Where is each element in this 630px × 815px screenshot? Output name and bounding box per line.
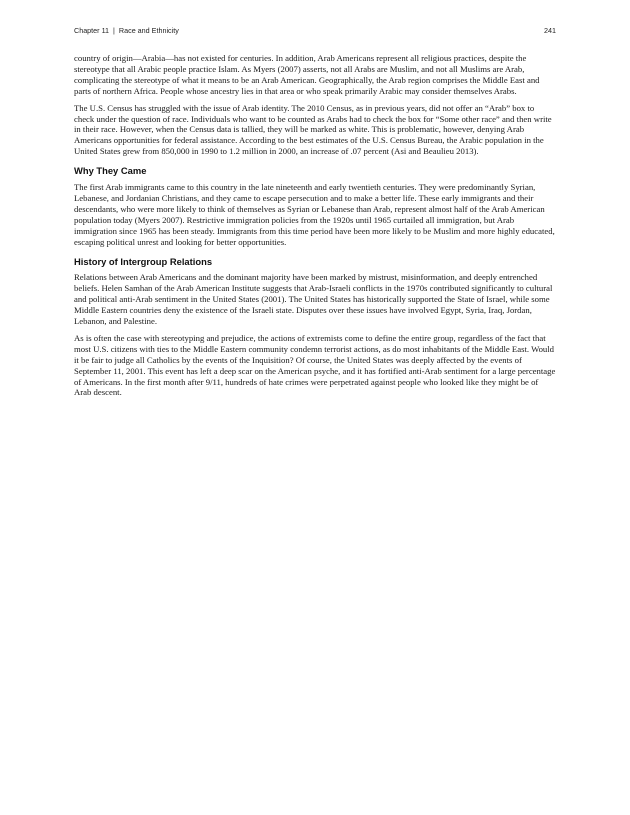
paragraph-stereotyping: As is often the case with stereotyping and prejudice, the actions of extremists come to define the entire group, regardless of the fact that most U.S. citizens with ties to the Middle Eastern community condemn terrorist actions, as do most inhabitants of the Middle East. Would it be fair to judge all Catholics by the events of the Inquisition? Of course, the United States was deeply affected by the events of September 11, 2001. This event has left a deep scar on the American psyche, and it has fortified anti-Arab sentiment for a large percentage of Americans. In the first month after 9/11, hundreds of hate crimes were perpetrated against people who looked like they might be of Arab descent. — [74, 332, 556, 398]
heading-why-they-came: Why They Came — [74, 165, 147, 177]
running-header — [74, 26, 556, 35]
paragraph-why-they-came: The first Arab immigrants came to this country in the late nineteenth and early twentieth centuries. They were predominantly Syrian, Lebanese, and Jordanian Christians, and they came to escape persecution and to make a better life. These early immigrants and their descendants, who were more likely to think of themselves as Syrian or Lebanese than Arab, represent almost half of the Arab American population today (Myers 2007). Restrictive immigration policies from the 1920s until 1965 curtailed all immigration, but Arab immigration since 1965 has been steady. Immigrants from this time period have been more likely to be Muslim and more highly educated, escaping political unrest and looking for better opportunities. — [74, 182, 555, 247]
body-text — [74, 53, 556, 404]
paragraph-census: The U.S. Census has struggled with the issue of Arab identity. The 2010 Census, as in previous years, did not offer an “Arab” box to check under the question of race. Individuals who want to be counted as Arabs had to check the box for “Some other race” and then write in their race. However, when the Census data is tallied, they will be marked as white. This is problematic, however, denying Arab Americans opportunities for federal assistance. According to the best estimates of the U.S. Census Bureau, the Arabic population in the United States grew from 850,000 in 1990 to 1.2 million in 2000, an increase of .07 percent (Asi and Beaulieu 2013). — [74, 102, 552, 157]
chapter-label — [74, 26, 179, 35]
page-number: 241 — [544, 26, 556, 35]
chapter-number: Chapter 11 — [74, 26, 110, 35]
paragraph-intergroup-relations: Relations between Arab Americans and the dominant majority have been marked by mistrust, misinformation, and deeply entrenched beliefs. Helen Samhan of the Arab American Institute suggests that Arab-Israeli conflicts in the 1970s contributed significantly to cultural and political anti-Arab sentiment in the United States (2001). The United States has historically supported the State of Israel, while some Middle Eastern countries deny the existence of the Israeli state. Disputes over these issues have involved Egypt, Syria, Iraq, Jordan, Lebanon, and Palestine. — [74, 272, 553, 327]
header-separator: | — [113, 26, 115, 35]
chapter-title: Race and Ethnicity — [118, 26, 179, 35]
paragraph-arab-origin: country of origin—Arabia—has not existed for centuries. In addition, Arab Americans represent all religious practices, despite the stereotype that all Arabic people practice Islam. As Myers (2007) asserts, not all Arabs are Muslim, and not all Muslims are Arab, complicating the stereotype of what it means to be an Arab American. Geographically, the Arab region comprises the Middle East and parts of northern Africa. People whose ancestry lies in that area or who speak primarily Arabic may consider themselves Arabs. — [74, 53, 540, 96]
heading-intergroup-relations: History of Intergroup Relations — [74, 255, 213, 267]
